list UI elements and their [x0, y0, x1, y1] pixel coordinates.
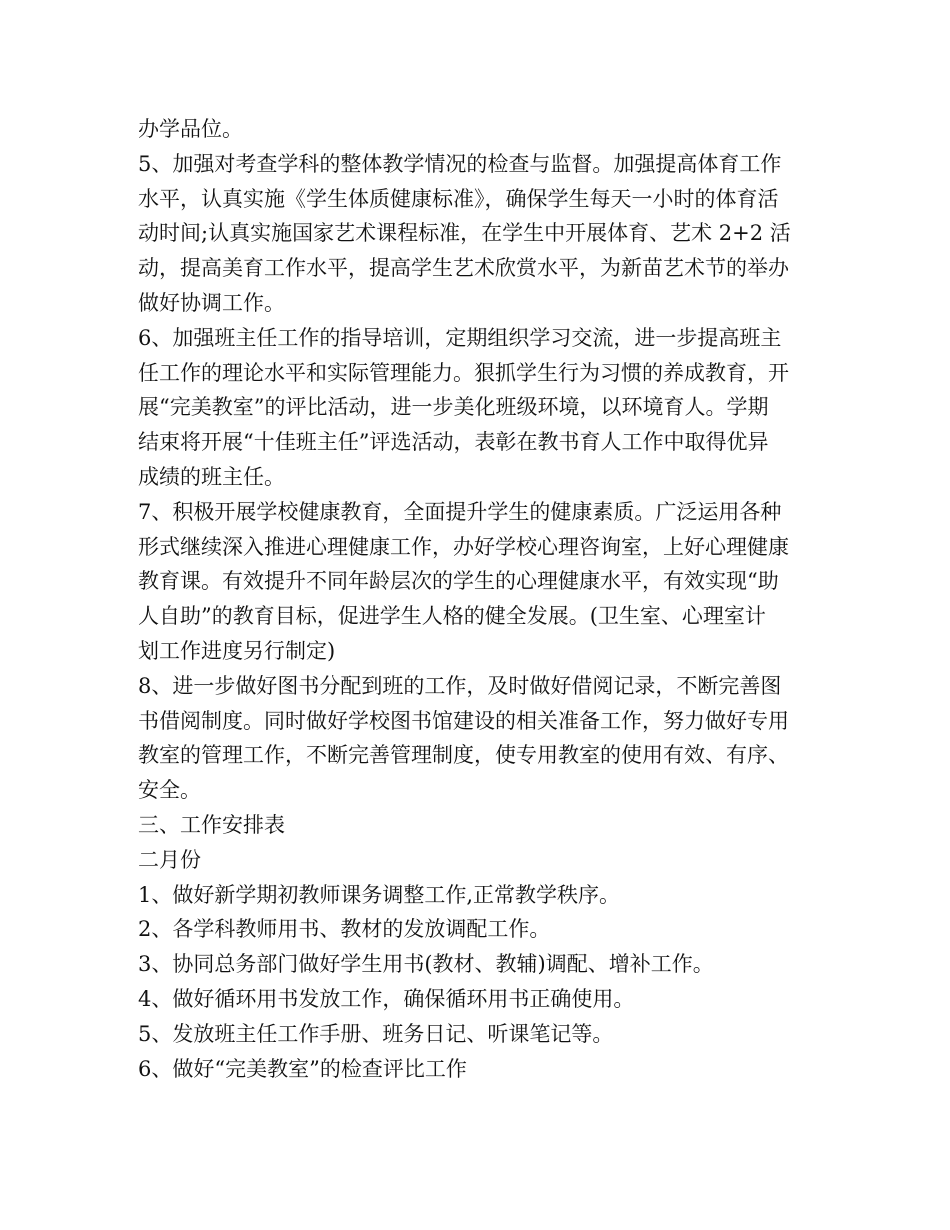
text-line: 水平，认真实施《学生体质健康标准》，确保学生每天一小时的体育活 — [138, 186, 779, 211]
section-heading: 三、工作安排表 — [138, 812, 285, 837]
text-line: 结束将开展“十佳班主任”评选活动，表彰在教书育人工作中取得优异 — [138, 430, 769, 455]
text-line: 划工作进度另行制定) — [138, 638, 336, 663]
list-item: 2、各学科教师用书、教材的发放调配工作。 — [138, 917, 551, 942]
list-item: 3、协同总务部门做好学生用书(教材、教辅)调配、增补工作。 — [138, 952, 714, 977]
text-line: 任工作的理论水平和实际管理能力。狠抓学生行为习惯的养成教育，开 — [138, 360, 789, 385]
text-line: 做好协调工作。 — [138, 290, 285, 315]
document-body — [138, 112, 814, 1086]
text-line: 书借阅制度。同时做好学校图书馆建设的相关准备工作，努力做好专用 — [138, 708, 789, 733]
text-line: 教室的管理工作，不断完善管理制度，使专用教室的使用有效、有序、 — [138, 743, 789, 768]
text-line: 动时间;认真实施国家艺术课程标准，在学生中开展体育、艺术 2+2 活 — [138, 221, 791, 246]
text-line: 展“完美教室”的评比活动，进一步美化班级环境，以环境育人。学期 — [138, 395, 769, 420]
text-line: 6、加强班主任工作的指导培训，定期组织学习交流，进一步提高班主 — [138, 325, 782, 350]
text-line: 办学品位。 — [138, 117, 243, 141]
text-line: 安全。 — [138, 778, 201, 803]
list-item: 5、发放班主任工作手册、班务日记、听课笔记等。 — [138, 1021, 614, 1046]
month-heading: 二月份 — [138, 847, 201, 872]
text-line: 5、加强对考查学科的整体教学情况的检查与监督。加强提高体育工作 — [138, 151, 782, 176]
text-line: 人自助”的教育目标，促进学生人格的健全发展。(卫生室、心理室计 — [138, 604, 766, 629]
text-line: 教育课。有效提升不同年龄层次的学生的心理健康水平，有效实现“助 — [138, 569, 779, 594]
text-line: 动，提高美育工作水平，提高学生艺术欣赏水平，为新苗艺术节的举办 — [138, 256, 789, 281]
text-line: 8、进一步做好图书分配到班的工作，及时做好借阅记录，不断完善图 — [138, 673, 782, 698]
list-item: 1、做好新学期初教师课务调整工作,正常教学秩序。 — [138, 882, 621, 907]
text-line: 形式继续深入推进心理健康工作，办好学校心理咨询室，上好心理健康 — [138, 534, 789, 559]
text-line: 成绩的班主任。 — [138, 464, 285, 489]
list-item: 4、做好循环用书发放工作，确保循环用书正确使用。 — [138, 986, 635, 1011]
text-line: 7、积极开展学校健康教育，全面提升学生的健康素质。广泛运用各种 — [138, 499, 782, 524]
list-item: 6、做好“完美教室”的检查评比工作 — [138, 1056, 467, 1081]
